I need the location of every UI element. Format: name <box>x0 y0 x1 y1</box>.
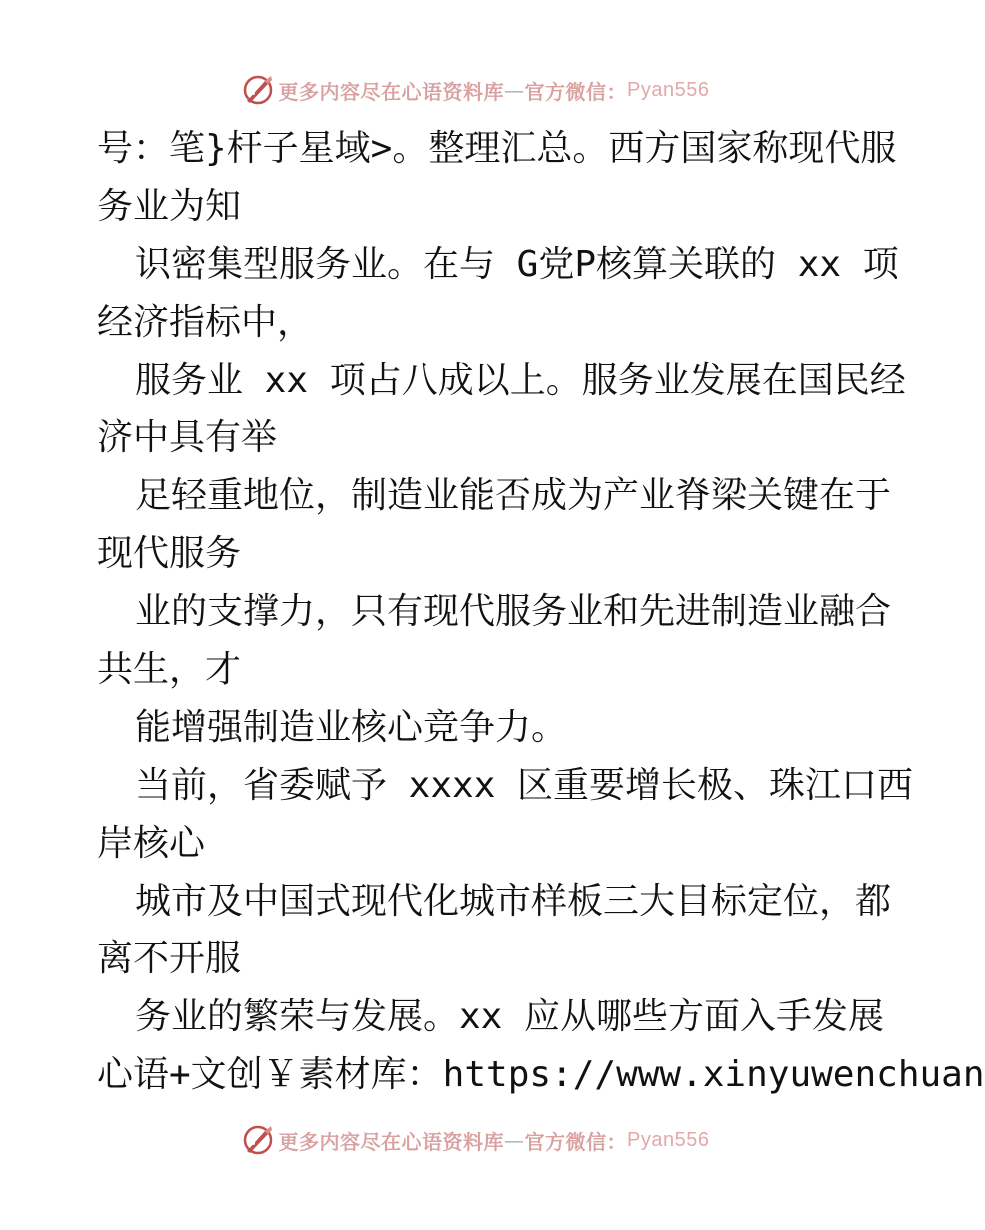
quill-pen-logo-icon <box>241 1123 275 1157</box>
text-line: 岸核心 <box>97 822 206 864</box>
text-line: 共生，才 <box>97 649 242 691</box>
watermark-separator: — <box>504 1128 525 1152</box>
watermark-footer <box>0 1120 950 1160</box>
watermark-secondary-text: 官方微信： <box>524 79 628 104</box>
watermark-account: Pyan556 <box>627 78 710 101</box>
watermark-main-text: 更多内容尽在心语资料库 <box>278 1129 505 1154</box>
text-line: 现代服务 <box>97 533 242 575</box>
watermark-secondary-text: 官方微信： <box>524 1129 628 1154</box>
text-line: 务业的繁荣与发展。xx 应从哪些方面入手发展 <box>135 996 885 1038</box>
document-body <box>97 120 985 1104</box>
text-line: 离不开服 <box>97 938 242 980</box>
text-line: 业的支撑力，只有现代服务业和先进制造业融合 <box>135 591 892 633</box>
text-line: 识密集型服务业。在与 G党P核算关联的 xx 项 <box>135 243 899 285</box>
text-line: 能增强制造业核心竞争力。 <box>135 706 568 748</box>
quill-pen-logo-icon <box>241 73 275 107</box>
watermark-account: Pyan556 <box>627 1128 710 1151</box>
text-line: 号：笔}杆子星域>。整理汇总。西方国家称现代服 <box>97 128 897 169</box>
text-line: 济中具有举 <box>97 417 278 459</box>
watermark-separator: — <box>504 78 525 102</box>
text-line: 务业为知 <box>97 185 242 227</box>
watermark-main-text: 更多内容尽在心语资料库 <box>278 79 505 104</box>
text-line: 经济指标中， <box>97 301 314 343</box>
text-line: 当前，省委赋予 xxxx 区重要增长极、珠江口西 <box>135 764 914 806</box>
watermark-header <box>0 70 950 110</box>
text-line: 城市及中国式现代化城市样板三大目标定位，都 <box>135 880 892 922</box>
text-line: 足轻重地位，制造业能否成为产业脊梁关键在于 <box>135 475 892 517</box>
text-line: 服务业 xx 项占八成以上。服务业发展在国民经 <box>135 359 906 401</box>
text-line: 心语+文创￥素材库：https://www.xinyuwenchuan <box>97 1054 985 1096</box>
